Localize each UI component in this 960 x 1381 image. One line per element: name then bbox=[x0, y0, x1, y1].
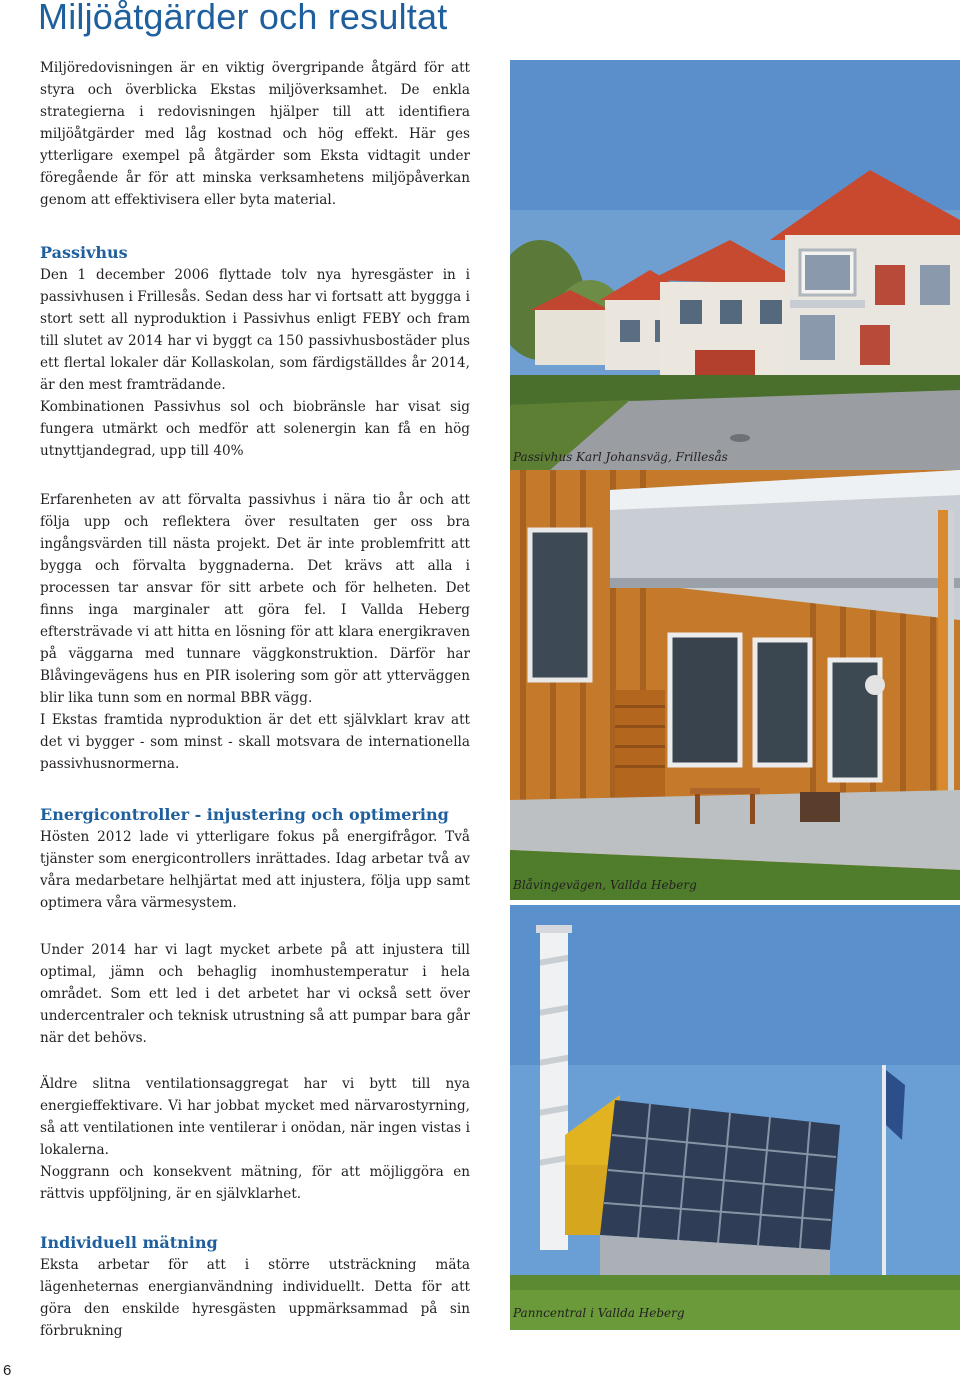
passivhus-experience-section bbox=[40, 489, 470, 775]
energi-paragraph-1: Hösten 2012 lade vi ytterligare fokus på energifrågor. Två tjänster som energicontrollers inrättades. Idag arbetar två av våra medarbetare helhjärtat med att injustera, följa upp samt optimera våra värmesystem. bbox=[40, 829, 470, 911]
matning-paragraph: Eksta arbetar för att i större utsträckning mäta lägenheternas energianvändning individuellt. Detta för att göra den enskilde hyresgästen uppmärksammad på sin förbrukning bbox=[40, 1257, 470, 1339]
energi-paragraph-3: Äldre slitna ventilationsaggregat har vi bytt till nya energieffektivare. Vi har jobbat mycket med närvarostyrning, så att ventilationen inte ventilerar i onödan, när ingen vistas i lokalerna. bbox=[40, 1076, 470, 1158]
energi-section-3 bbox=[40, 1073, 470, 1205]
energi-section-2 bbox=[40, 939, 470, 1049]
passivhus-heading: Passivhus bbox=[40, 243, 128, 262]
page-title: Miljöåtgärder och resultat bbox=[38, 0, 448, 37]
energi-heading: Energicontroller - injustering och optimering bbox=[40, 805, 449, 824]
matning-section bbox=[40, 1232, 470, 1342]
page-number: 6 bbox=[3, 1362, 12, 1379]
photo-panncentral bbox=[510, 905, 960, 1330]
intro-paragraph: Miljöredovisningen är en viktig övergripande åtgärd för att styra och överblicka Ekstas miljöverksamhet. De enkla strategierna i redovisningen hjälper till att identifiera miljöåtgärder med låg kostnad och hög effekt. Här ges ytterligare exempel på åtgärder som Eksta vidtagit under föregående år för att minska verksamhetens miljöpåverkan genom att effektivisera eller byta material. bbox=[40, 60, 470, 208]
passivhus-paragraph-2: Kombinationen Passivhus sol och biobränsle har visat sig fungera utmärkt och medför att solenergin kan få en hög utnyttjandegrad, upp till 40% bbox=[40, 399, 470, 459]
passivhus-paragraph-4: I Ekstas framtida nyproduktion är det ett självklart krav att det vi bygger - som minst - skall motsvara de internationella passivhusnormerna. bbox=[40, 712, 470, 772]
matning-heading: Individuell mätning bbox=[40, 1233, 218, 1252]
photo-blavingevagen bbox=[510, 470, 960, 900]
photo1-caption: Passivhus Karl Johansväg, Frillesås bbox=[513, 450, 728, 464]
passivhus-paragraph-3: Erfarenheten av att förvalta passivhus i nära tio år och att följa upp och reflektera över resultaten ger oss bra ingångsvärden till nästa projekt. Det är inte problemfritt att bygga och förvalta byggnaderna. Det krävs att alla i processen tar ansvar för sitt arbete och för helheten. Det finns inga marginaler att göra fel. I Vallda Heberg eftersträvade vi att hitta en lösning för att klara energikraven på väggarna med tunnare väggkonstruktion. Därför har Blåvingevägens hus en PIR isolering som gör att ytterväggen blir lika tunn som en normal BBR vägg. bbox=[40, 492, 470, 706]
photo3-caption: Panncentral i Vallda Heberg bbox=[513, 1306, 685, 1320]
intro-section bbox=[40, 57, 470, 211]
energi-section bbox=[40, 804, 470, 914]
energi-paragraph-2: Under 2014 har vi lagt mycket arbete på att injustera till optimal, jämn och behaglig inomhustemperatur i hela området. Som ett led i det arbetet har vi också sett över undercentraler och teknisk utrustning så att pumpar bara går när det behövs. bbox=[40, 942, 470, 1046]
photo-passivhus-frillesas bbox=[510, 60, 960, 470]
passivhus-section bbox=[40, 242, 470, 462]
passivhus-paragraph-1: Den 1 december 2006 flyttade tolv nya hyresgäster in i passivhusen i Frillesås. Sedan dess har vi fortsatt att byggga i stort sett all nyproduktion i Passivhus enligt FEBY och fram till slutet av 2014 har vi byggt ca 150 passivhusbostäder plus ett flertal lokaler där Kollaskolan, som färdigställdes år 2014, är den mest framträdande. bbox=[40, 267, 470, 393]
energi-paragraph-4: Noggrann och konsekvent mätning, för att möjliggöra en rättvis uppföljning, är en självklarhet. bbox=[40, 1164, 470, 1202]
photo2-caption: Blåvingevägen, Vallda Heberg bbox=[513, 878, 697, 892]
